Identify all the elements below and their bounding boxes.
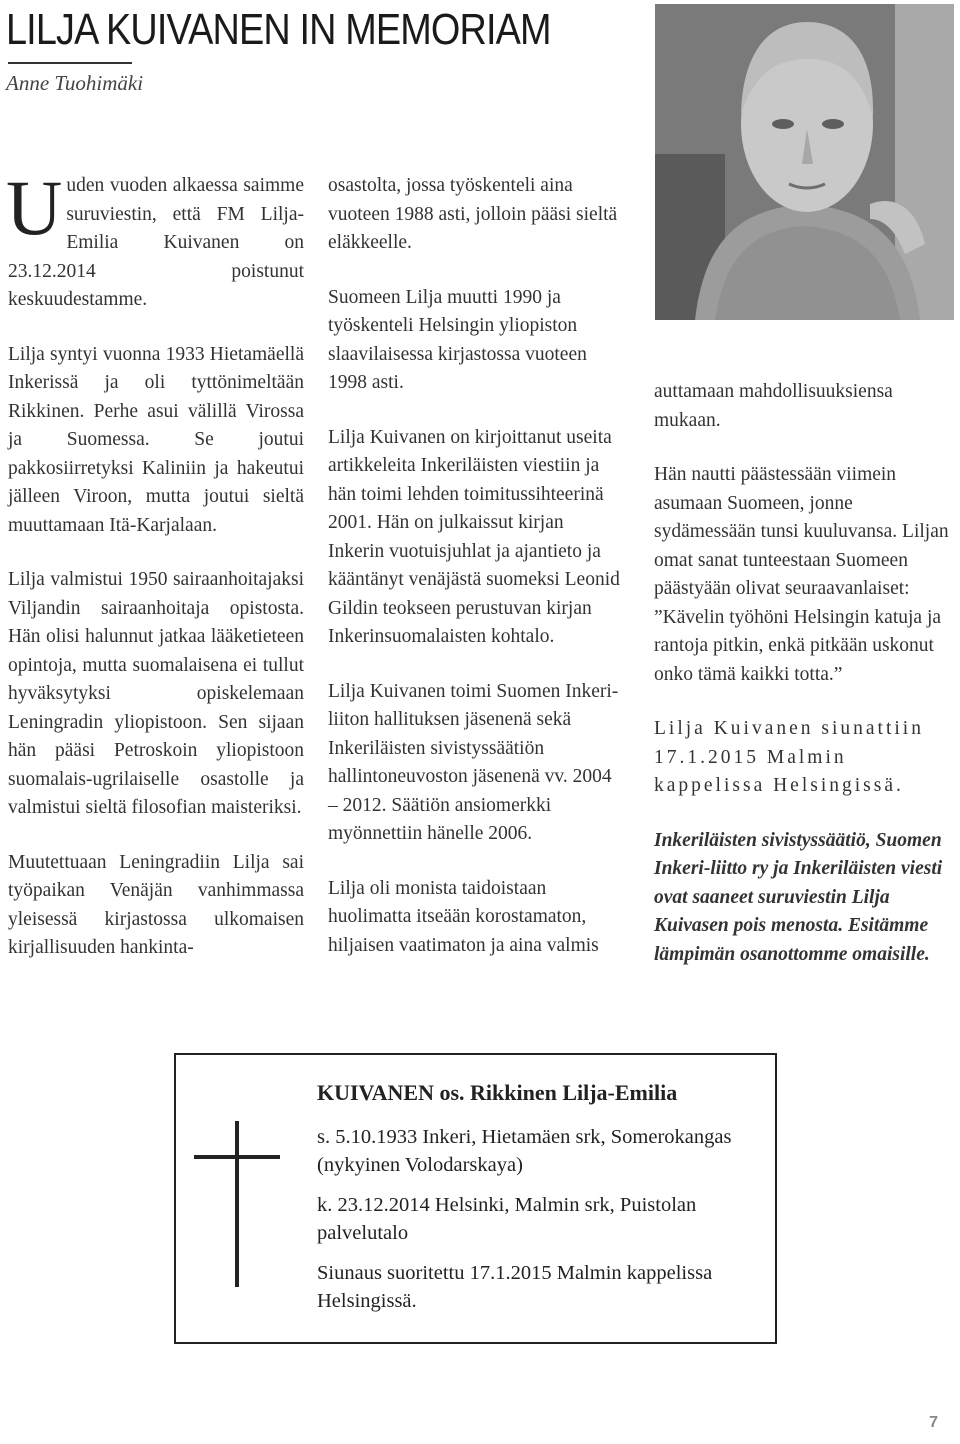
cross-icon <box>235 1121 239 1287</box>
paragraph: Muutettuaan Leningradiin Lilja sai työpaikan Venäjän vanhimmassa yleisessä kirjastossa ulkomaisen kirjallisuuden hankinta- <box>8 851 304 958</box>
notice-blessing: Siunaus suoritettu 17.1.2015 Malmin kappelissa Helsingissä. <box>317 1262 713 1312</box>
paragraph <box>6 164 304 315</box>
article-title: LILJA KUIVANEN IN MEMORIAM <box>6 5 551 54</box>
notice-died: k. 23.12.2014 Helsinki, Malmin srk, Puistolan palvelutalo <box>317 1194 697 1244</box>
notice-text <box>317 1079 757 1327</box>
article-column-2 <box>328 172 624 986</box>
paragraph: osastolta, jossa työskenteli aina vuoteen 1988 asti, jolloin pääsi sieltä eläkkeelle. <box>328 175 618 253</box>
paragraph: Suomeen Lilja muutti 1990 ja työskenteli Helsingin yliopiston slaavilaisessa kirjastossa vuoteen 1998 asti. <box>328 286 587 393</box>
paragraph: Lilja valmistui 1950 sairaanhoitajaksi Viljandin sairaanhoitaja opistosta. Hän olisi halunnut jatkaa lääketieteen opintoja, mutta suomalaisena ei tullut hyväksytyksi opiskelemaan Leningradin yliopistoon. Sen sijaan hän pääsi Petroskoin yliopistoon suomalais-ugrilaiselle osastolle ja valmistui sieltä filosofian maisteriksi. <box>8 569 304 818</box>
paragraph: auttamaan mahdollisuuksiensa mukaan. <box>654 381 893 431</box>
paragraph: Lilja Kuivanen on kirjoittanut useita artikkeleita Inkeriläisten viestiin ja hän toimi lehden toimitussihteerinä 2001. Hän on julkaissut kirjan Inkerin vuotuisjuhlat ja ajantieto ja kääntänyt venäjästä suomeksi Leonid Gildin teokseen perustuvan kirjan Inkerinsuomalaisten kohtalo. <box>328 426 620 647</box>
paragraph: Lilja oli monista taidoistaan huolimatta itseään korostamaton, hiljaisen vaatimaton ja aina valmis <box>328 877 599 956</box>
article-column-1 <box>6 164 304 989</box>
paragraph: Lilja syntyi vuonna 1933 Hietamäellä Inkerissä ja oli tyttönimeltään Rikkinen. Perhe asui välillä Virossa ja Suomessa. Se joutui pakkosiirretyksi Kaliniin ja hakeutui jälleen Viroon, mutta joutui sieltä muuttamaan Itä-Karjalaan. <box>8 343 304 536</box>
article-column-3 <box>654 378 954 995</box>
page-number: 7 <box>929 1414 938 1431</box>
funeral-paragraph: Lilja Kuivanen siunattiin 17.1.2015 Malmin kappelissa Helsingissä. <box>654 718 924 796</box>
drop-cap: U <box>6 164 63 251</box>
title-rule <box>8 62 132 64</box>
paragraph: Hän nautti päästessään viimein asumaan Suomeen, jonne sydämessään tunsi kuuluvansa. Liljan omat sanat tunteestaan Suomeen päästyään olivat seuraavanlaiset: ”Kävelin työhöni Helsingin katuja ja rantoja pitkin, enkä pitkään uskonut onko tämä kaikki totta.” <box>654 464 949 685</box>
notice-born: s. 5.10.1933 Inkeri, Hietamäen srk, Somerokangas (nykyinen Volodarskaya) <box>317 1126 732 1176</box>
cross-icon-bar <box>194 1155 280 1159</box>
paragraph: Lilja Kuivanen toimi Suomen Inkeri-liiton hallituksen jäsenenä sekä Inkeriläisten sivistyssäätiön hallintoneuvoston jäsenenä vv. 2004 – 2012. Säätiön ansiomerkki myönnettiin hänelle 2006. <box>328 680 619 844</box>
death-notice <box>174 1053 777 1344</box>
paragraph-text: uden vuoden alkaessa saimme suruviestin, että FM Lilja-Emilia Kuivanen on 23.12.2014 poistunut keskuudestamme. <box>8 175 304 310</box>
author-name: Anne Tuohimäki <box>6 71 144 95</box>
portrait-illustration <box>655 4 954 320</box>
notice-name: KUIVANEN os. Rikkinen Lilja-Emilia <box>317 1080 678 1105</box>
condolence-paragraph: Inkeriläisten sivistyssäätiö, Suomen Inkeri-liitto ry ja Inkeriläisten viesti ovat saaneet suruviestin Lilja Kuivasen pois menosta. Esitämme lämpimän osanottomme omaisille. <box>654 829 943 965</box>
portrait-photo <box>655 4 954 320</box>
